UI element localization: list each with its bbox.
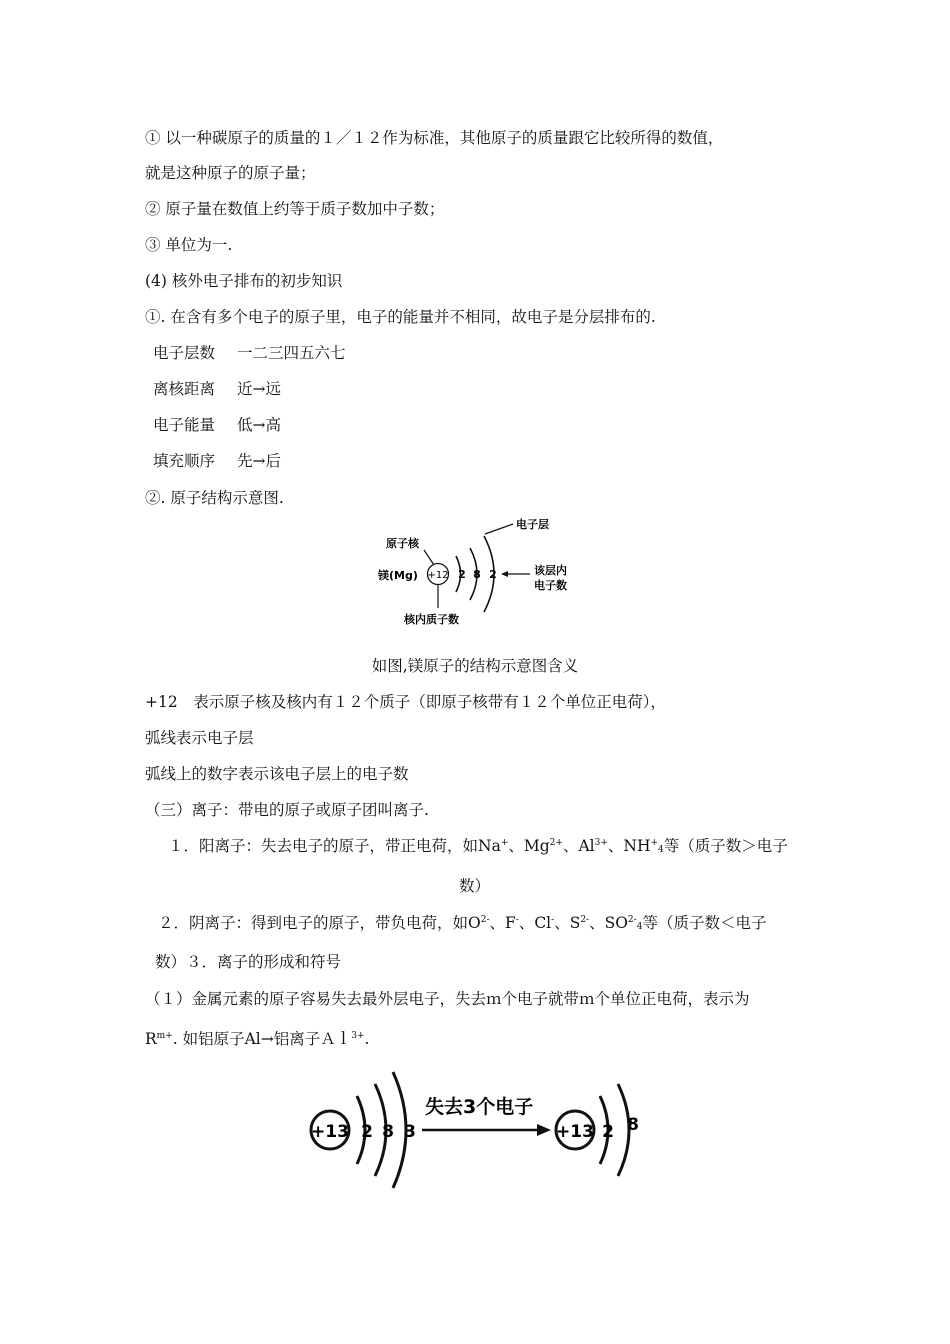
table-key: 电子层数 (153, 344, 216, 362)
al-ion-formation-diagram (305, 1066, 650, 1191)
label-nucleus: 原子核 (386, 537, 419, 550)
superscript: m+ (156, 1031, 173, 1041)
shell-1-electrons: 2 (458, 568, 466, 581)
label-element: 镁(Mg) (378, 569, 418, 582)
ion-shell-1: 2 (602, 1122, 614, 1142)
text-line: 就是这种原子的原子量； (145, 164, 316, 182)
text-line: ② 原子量在数值上约等于质子数加中子数； (145, 200, 445, 218)
text-span: . (364, 1030, 370, 1048)
atom-shell-2: 8 (382, 1122, 394, 1142)
atom-shell-1: 2 (361, 1122, 373, 1142)
figure-caption: 如图,镁原子的结构示意图含义 (371, 657, 579, 675)
text-line: ②. 原子结构示意图. (145, 489, 284, 507)
superscript: 3+ (594, 838, 608, 848)
text-line: ③ 单位为一. (145, 236, 233, 254)
table-value: 低→高 (237, 416, 281, 434)
text-span: １．阳离子：失去电子的原子，带正电荷，如Na (168, 837, 501, 855)
text-span: 、F (489, 914, 516, 932)
arrow-head (537, 1124, 551, 1136)
text-line: 数） (459, 877, 491, 895)
mg-atom-diagram (370, 512, 590, 630)
superscript: + (500, 838, 509, 848)
ion-nucleus-charge: +13 (556, 1122, 594, 1142)
arrow-head (501, 571, 508, 577)
text-line: 弧线表示电子层 (145, 729, 254, 747)
table-row (153, 343, 346, 363)
superscript: 2+ (549, 838, 563, 848)
label-protons: 核内质子数 (404, 613, 459, 626)
table-value: 近→远 (237, 380, 281, 398)
superscript: - (551, 915, 555, 925)
atom-nucleus-charge: +13 (311, 1122, 349, 1142)
text-line: 数）３．离子的形成和符号 (155, 953, 342, 971)
table-value: 先→后 (237, 452, 281, 470)
text-span: 、SO (589, 914, 628, 932)
subscript: 4 (636, 922, 643, 932)
nucleus-charge: +12 (427, 570, 449, 581)
text-span: . 如铝原子Al→铝离子Ａｌ (172, 1030, 352, 1048)
text-span: 等（质子数＜电子 (642, 914, 767, 932)
label-electron-layer: 电子层 (516, 518, 549, 531)
table-key: 离核距离 (153, 380, 216, 398)
subscript: 4 (658, 845, 664, 855)
text-span: 、Al (562, 837, 595, 855)
superscript: 2- (580, 915, 590, 925)
text-line: （１）金属元素的原子容易失去最外层电子，失去ｍ个电子就带ｍ个单位正电荷，表示为 (145, 990, 750, 1008)
table-row (153, 451, 281, 471)
text-span: 等（质子数＞电子 (663, 837, 788, 855)
text-span: 、NH (607, 837, 651, 855)
label-layer-electrons-1: 该层内 (534, 564, 567, 577)
superscript: + (650, 838, 659, 848)
shell-2-electrons: 8 (473, 568, 481, 581)
text-line: +12 表示原子核及核内有１２个质子（即原子核带有１２个单位正电荷）， (145, 693, 666, 711)
section-heading: (4) 核外电子排布的初步知识 (145, 272, 343, 290)
text-line: ①. 在含有多个电子的原子里，电子的能量并不相同，故电子是分层排布的. (145, 308, 656, 326)
section-heading: （三）离子：带电的原子或原子团叫离子. (145, 801, 429, 819)
superscript: 2- (480, 915, 490, 925)
text-span: 、Cl (518, 914, 552, 932)
table-key: 电子能量 (153, 416, 216, 434)
label-layer-electrons-2: 电子数 (534, 579, 567, 592)
table-key: 填充顺序 (153, 452, 216, 470)
superscript: - (515, 915, 519, 925)
text-span: 、Mg (508, 837, 550, 855)
table-row (153, 379, 281, 399)
text-line-cations (168, 836, 788, 856)
text-line-anions (158, 913, 766, 933)
arrow-label: 失去3个电子 (425, 1096, 534, 1118)
table-value: 一二三四五六七 (237, 344, 346, 362)
shell-3-electrons: 2 (489, 568, 497, 581)
text-line-symbol (145, 1029, 369, 1049)
text-line: 弧线上的数字表示该电子层上的电子数 (145, 765, 409, 783)
text-span: ２．阴离子：得到电子的原子，带负电荷，如O (158, 914, 481, 932)
atom-shell-3: 3 (404, 1122, 416, 1142)
superscript: 2- (627, 915, 637, 925)
text-span: 、S (554, 914, 581, 932)
text-span: R (145, 1030, 157, 1048)
ion-shell-2: 8 (627, 1115, 639, 1135)
table-row (153, 415, 281, 435)
text-line: ① 以一种碳原子的质量的１／１２作为标准，其他原子的质量跟它比较所得的数值， (145, 129, 724, 147)
superscript: 3+ (351, 1031, 365, 1041)
